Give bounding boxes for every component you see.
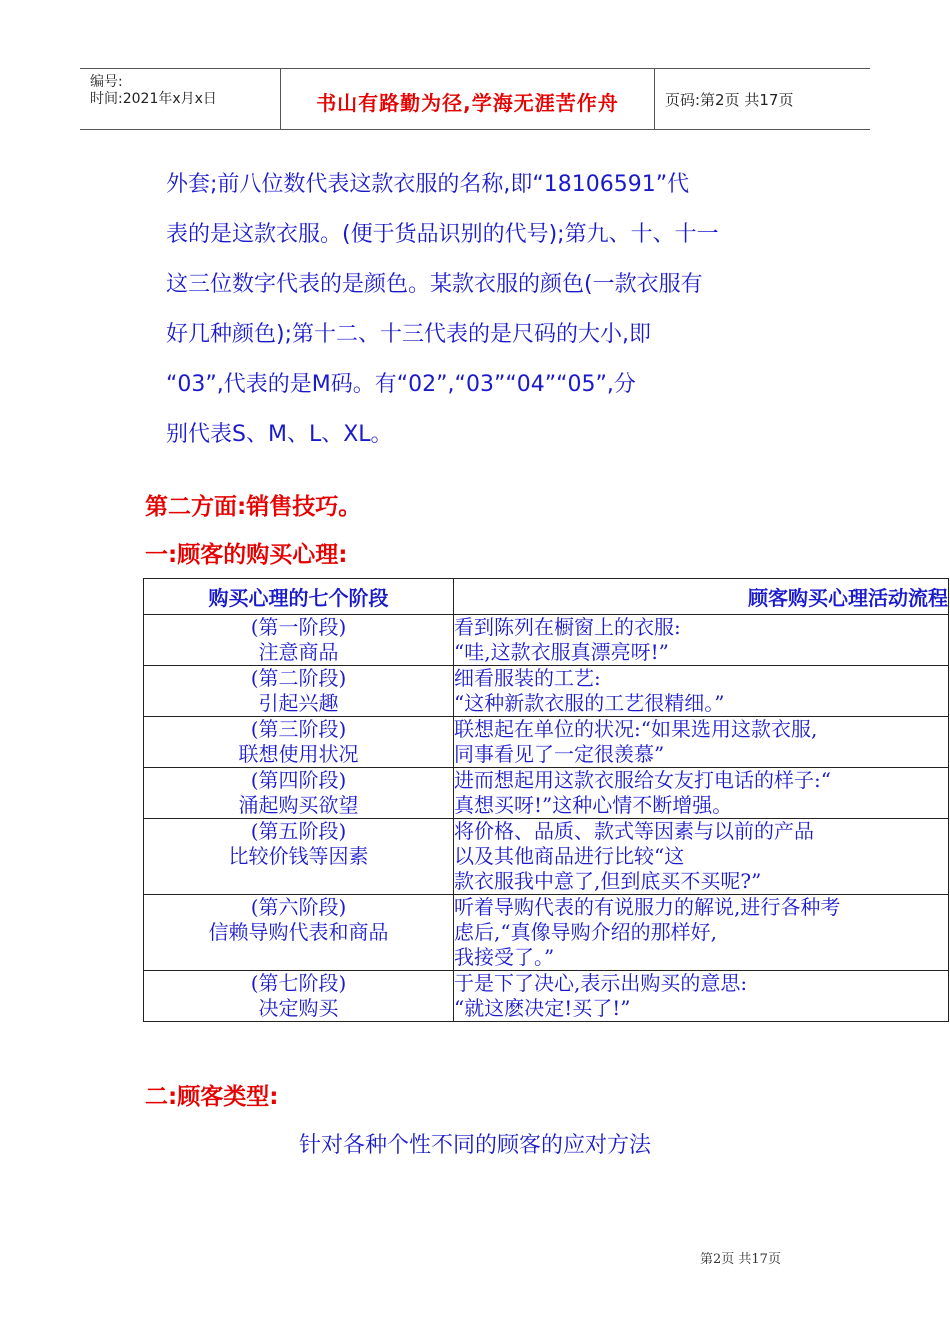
flow-line: 虑后,“真像导购介绍的那样好, xyxy=(454,920,717,944)
stage-number: (第五阶段) xyxy=(250,819,347,843)
intro-line: 好几种颜色);第十二、十三代表的是尺码的大小,即 xyxy=(166,322,651,347)
flow-cell xyxy=(454,615,949,666)
table-row xyxy=(144,615,949,666)
header-meta-cell xyxy=(80,69,281,129)
section-title-sales-skills: 第二方面:销售技巧。 xyxy=(145,494,362,520)
motto: 书山有路勤为径,学海无涯苦作舟 xyxy=(316,91,619,115)
flow-cell xyxy=(454,666,949,717)
stage-number: (第三阶段) xyxy=(250,717,347,741)
page-footer: 第2页 共17页 xyxy=(700,1252,781,1267)
section-title-psychology: 一:顾客的购买心理: xyxy=(145,542,348,568)
header-motto-cell xyxy=(281,69,655,129)
flow-line: 细看服装的工艺: xyxy=(454,666,601,690)
stage-name: 引起兴趣 xyxy=(258,691,339,715)
intro-line: “03”,代表的是M码。有“02”,“03”“04”“05”,分 xyxy=(166,372,636,397)
flow-line: 看到陈列在橱窗上的衣服: xyxy=(454,615,681,639)
page-header xyxy=(80,68,870,130)
stage-cell xyxy=(144,819,454,895)
flow-line: 以及其他商品进行比较“这 xyxy=(454,844,685,868)
page-info: 页码:第2页 共17页 xyxy=(665,91,794,109)
stage-number: (第一阶段) xyxy=(250,615,347,639)
table-header-row xyxy=(144,579,949,615)
flow-line: 同事看见了一定很羡慕” xyxy=(454,742,665,766)
flow-line: 真想买呀!”这种心情不断增强。 xyxy=(454,793,733,817)
stage-name: 比较价钱等因素 xyxy=(228,844,369,868)
intro-line: 这三位数字代表的是颜色。某款衣服的颜色(一款衣服有 xyxy=(166,272,703,297)
flow-line: 进而想起用这款衣服给女友打电话的样子:“ xyxy=(454,768,831,792)
intro-line: 外套;前八位数代表这款衣服的名称,即“18106591”代 xyxy=(166,172,690,197)
stage-cell xyxy=(144,717,454,768)
flow-cell xyxy=(454,895,949,971)
stage-number: (第七阶段) xyxy=(250,971,347,995)
stage-name: 联想使用状况 xyxy=(238,742,359,766)
flow-line: 将价格、品质、款式等因素与以前的产品 xyxy=(454,819,814,843)
column-header-flow: 顾客购买心理活动流程 xyxy=(454,579,949,615)
flow-cell xyxy=(454,971,949,1022)
time-label: 时间:2021年x月x日 xyxy=(90,91,217,107)
stage-cell xyxy=(144,666,454,717)
flow-line: 联想起在单位的状况:“如果选用这款衣服, xyxy=(454,717,818,741)
stage-cell xyxy=(144,895,454,971)
table-row xyxy=(144,971,949,1022)
stage-number: (第四阶段) xyxy=(250,768,347,792)
table-row xyxy=(144,819,949,895)
stage-name: 涌起购买欲望 xyxy=(238,793,359,817)
table-row xyxy=(144,666,949,717)
subsection-title: 针对各种个性不同的顾客的应对方法 xyxy=(298,1133,651,1158)
intro-paragraph xyxy=(166,160,816,460)
stage-cell xyxy=(144,615,454,666)
flow-line: “这种新款衣服的工艺很精细。” xyxy=(454,691,725,715)
table-row xyxy=(144,717,949,768)
stage-cell xyxy=(144,971,454,1022)
table-row xyxy=(144,895,949,971)
stage-number: (第六阶段) xyxy=(250,895,347,919)
stage-cell xyxy=(144,768,454,819)
stage-name: 信赖导购代表和商品 xyxy=(208,920,389,944)
section-title-customer-types: 二:顾客类型: xyxy=(145,1084,279,1110)
intro-line: 表的是这款衣服。(便于货品识别的代号);第九、十、十一 xyxy=(166,222,719,247)
intro-line: 别代表S、M、L、XL。 xyxy=(166,422,393,447)
purchase-psychology-table xyxy=(143,578,949,1022)
flow-line: 听着导购代表的有说服力的解说,进行各种考 xyxy=(454,895,841,919)
column-header-stages: 购买心理的七个阶段 xyxy=(144,579,454,615)
stage-name: 决定购买 xyxy=(258,996,339,1020)
flow-line: 我接受了。” xyxy=(454,945,555,969)
flow-cell xyxy=(454,717,949,768)
stage-number: (第二阶段) xyxy=(250,666,347,690)
table-row xyxy=(144,768,949,819)
flow-cell xyxy=(454,819,949,895)
header-page-cell xyxy=(655,69,870,129)
flow-line: “就这麽决定!买了!” xyxy=(454,996,631,1020)
flow-cell xyxy=(454,768,949,819)
stage-name: 注意商品 xyxy=(258,640,339,664)
flow-line: “哇,这款衣服真漂亮呀!” xyxy=(454,640,669,664)
flow-line: 款衣服我中意了,但到底买不买呢?” xyxy=(454,869,762,893)
flow-line: 于是下了决心,表示出购买的意思: xyxy=(454,971,748,995)
number-label: 编号: xyxy=(90,74,123,90)
